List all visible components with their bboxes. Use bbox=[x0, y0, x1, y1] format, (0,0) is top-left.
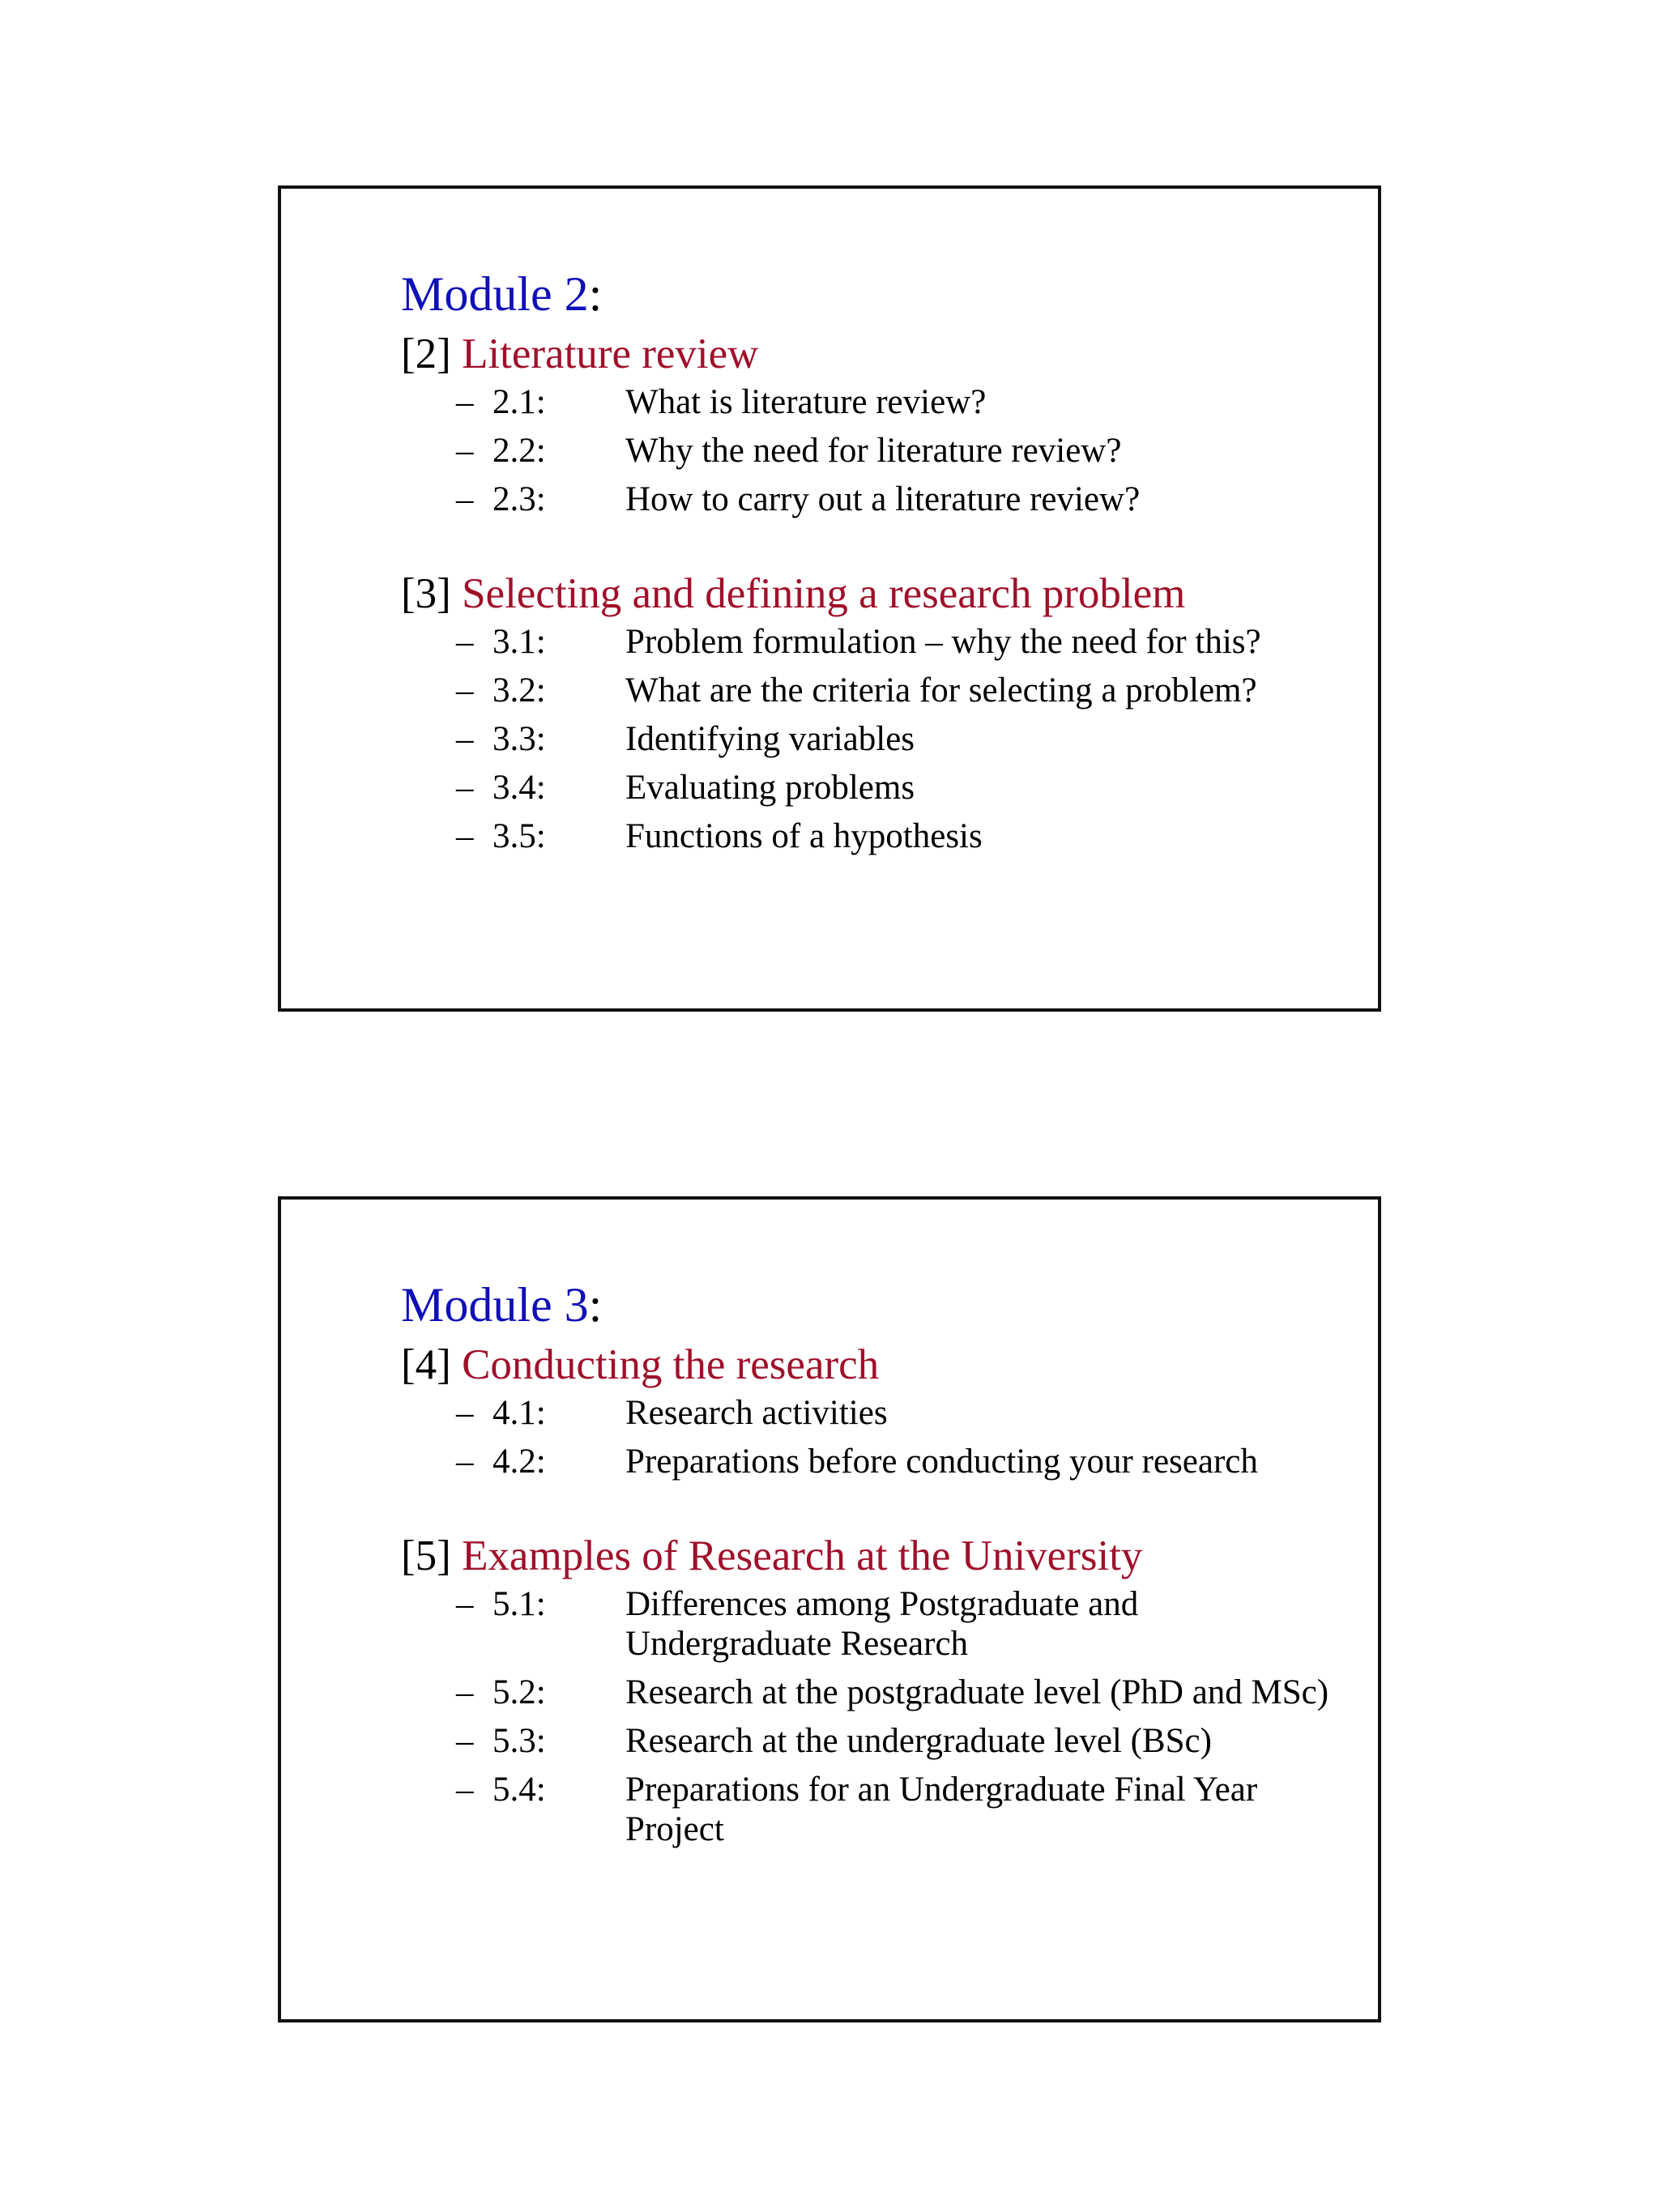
item-text: Why the need for literature review? bbox=[625, 432, 1122, 470]
section-research-examples bbox=[401, 1528, 1346, 1849]
item-number: 5.4: bbox=[493, 1771, 546, 1809]
section-literature-review bbox=[401, 326, 1346, 519]
topic-list bbox=[401, 1584, 1346, 1849]
item-text: Research at the postgraduate level (PhD and MSc) bbox=[625, 1673, 1329, 1711]
item-dash: – bbox=[456, 1394, 474, 1432]
item-dash: – bbox=[456, 623, 474, 661]
topic-item bbox=[401, 1584, 1346, 1664]
item-dash: – bbox=[456, 769, 474, 807]
topic-list bbox=[401, 1393, 1346, 1481]
item-dash: – bbox=[456, 1443, 474, 1481]
item-dash: – bbox=[456, 480, 474, 518]
section-conducting-research bbox=[401, 1337, 1346, 1481]
item-dash: – bbox=[456, 817, 474, 855]
item-text: Research at the undergraduate level (BSc) bbox=[625, 1722, 1212, 1760]
slide-content bbox=[401, 262, 1346, 865]
topic-item bbox=[401, 1721, 1346, 1761]
item-number: 2.2: bbox=[493, 432, 546, 470]
module-colon: : bbox=[588, 1278, 603, 1332]
item-number: 5.3: bbox=[493, 1722, 546, 1760]
item-number: 2.3: bbox=[493, 480, 546, 518]
item-text: What are the criteria for selecting a problem? bbox=[625, 671, 1257, 710]
item-number: 5.1: bbox=[493, 1585, 546, 1623]
item-number: 3.4: bbox=[493, 769, 546, 807]
section-title: Examples of Research at the University bbox=[462, 1532, 1143, 1579]
module-title bbox=[401, 262, 1346, 326]
item-text: Preparations for an Undergraduate Final Year Project bbox=[625, 1771, 1258, 1848]
topic-item bbox=[401, 431, 1346, 471]
item-dash: – bbox=[456, 671, 474, 710]
topic-list bbox=[401, 382, 1346, 519]
topic-item bbox=[401, 382, 1346, 422]
module-label: Module 2 bbox=[401, 267, 589, 321]
item-text: Identifying variables bbox=[625, 720, 915, 758]
topic-list bbox=[401, 622, 1346, 856]
item-dash: – bbox=[456, 720, 474, 758]
item-dash: – bbox=[456, 1585, 474, 1623]
item-text: Preparations before conducting your research bbox=[625, 1443, 1258, 1481]
topic-item bbox=[401, 1442, 1346, 1481]
slide-content bbox=[401, 1272, 1346, 1858]
topic-item bbox=[401, 816, 1346, 856]
topic-item bbox=[401, 1770, 1346, 1849]
topic-item bbox=[401, 1673, 1346, 1712]
section-heading bbox=[401, 326, 1346, 382]
module-label: Module 3 bbox=[401, 1278, 589, 1332]
item-dash: – bbox=[456, 1722, 474, 1760]
topic-item bbox=[401, 479, 1346, 519]
topic-item bbox=[401, 671, 1346, 710]
slide-module-2 bbox=[278, 185, 1381, 1012]
item-number: 3.2: bbox=[493, 671, 546, 710]
item-text: Problem formulation – why the need for this? bbox=[625, 623, 1261, 661]
item-number: 2.1: bbox=[493, 383, 546, 421]
topic-item bbox=[401, 768, 1346, 808]
item-text: Evaluating problems bbox=[625, 769, 915, 807]
item-dash: – bbox=[456, 1771, 474, 1809]
topic-item bbox=[401, 622, 1346, 662]
item-number: 5.2: bbox=[493, 1673, 546, 1711]
item-dash: – bbox=[456, 383, 474, 421]
item-number: 4.1: bbox=[493, 1394, 546, 1432]
slide-module-3 bbox=[278, 1196, 1381, 2022]
topic-item bbox=[401, 719, 1346, 759]
item-dash: – bbox=[456, 1673, 474, 1711]
item-number: 3.1: bbox=[493, 623, 546, 661]
module-title bbox=[401, 1272, 1346, 1337]
item-text: Research activities bbox=[625, 1394, 888, 1432]
module-colon: : bbox=[588, 267, 603, 321]
section-number: [5] bbox=[401, 1532, 451, 1579]
item-text: How to carry out a literature review? bbox=[625, 480, 1141, 518]
section-number: [2] bbox=[401, 330, 451, 377]
section-heading bbox=[401, 566, 1346, 622]
section-number: [3] bbox=[401, 570, 451, 617]
item-number: 3.3: bbox=[493, 720, 546, 758]
section-heading bbox=[401, 1528, 1346, 1584]
section-research-problem bbox=[401, 566, 1346, 856]
item-dash: – bbox=[456, 432, 474, 470]
item-text: Functions of a hypothesis bbox=[625, 817, 983, 855]
item-number: 4.2: bbox=[493, 1443, 546, 1481]
section-heading bbox=[401, 1337, 1346, 1393]
section-title: Selecting and defining a research problem bbox=[462, 570, 1186, 617]
section-title: Conducting the research bbox=[462, 1341, 880, 1388]
section-number: [4] bbox=[401, 1341, 451, 1388]
topic-item bbox=[401, 1393, 1346, 1433]
item-text: Differences among Postgraduate and Undergraduate Research bbox=[625, 1585, 1139, 1663]
item-text: What is literature review? bbox=[625, 383, 987, 421]
item-number: 3.5: bbox=[493, 817, 546, 855]
section-title: Literature review bbox=[462, 330, 759, 377]
